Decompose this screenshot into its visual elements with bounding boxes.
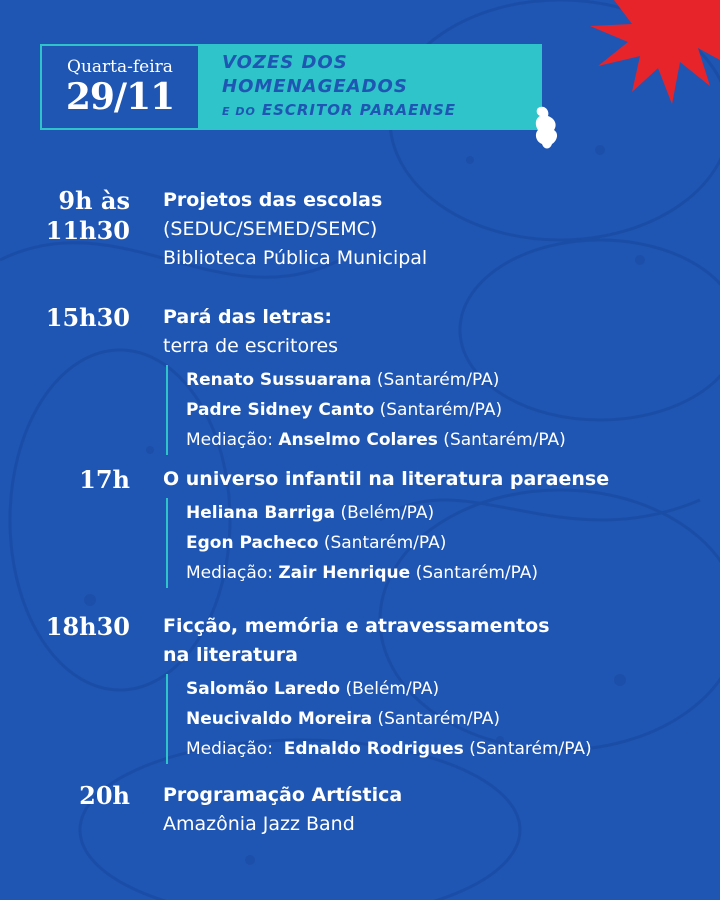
moderator: Mediação: Anselmo Colares (Santarém/PA) <box>186 430 566 450</box>
starburst-icon <box>570 0 720 110</box>
event-title-line-2: na literatura <box>163 644 298 666</box>
moderator: Mediação: Zair Henrique (Santarém/PA) <box>186 563 539 583</box>
date-box <box>42 46 198 128</box>
weekday: Quarta-feira <box>67 57 173 77</box>
event-content <box>163 781 703 839</box>
participant: Renato Sussuarana (Santarém/PA) <box>186 370 500 390</box>
event-time: 18h30 <box>45 612 130 641</box>
event-line: (SEDUC/SEMED/SEMC) <box>163 218 378 240</box>
title-line-2-text: ESCRITOR PARAENSE <box>261 101 457 119</box>
event-time <box>46 186 130 246</box>
event-title: O universo infantil na literatura paraense <box>163 468 610 490</box>
event-title: Programação Artística <box>163 784 403 806</box>
participants-list <box>166 674 703 764</box>
event-title: Pará das letras: <box>163 306 332 328</box>
event-content <box>163 186 703 273</box>
participant: Neucivaldo Moreira (Santarém/PA) <box>186 709 500 729</box>
event-time-end: 11h30 <box>45 216 130 245</box>
title-box <box>198 46 540 128</box>
event-line: Amazônia Jazz Band <box>163 813 355 835</box>
participant: Egon Pacheco (Santarém/PA) <box>186 533 447 553</box>
event-time: 15h30 <box>45 303 130 332</box>
event-title: Projetos das escolas <box>163 189 383 211</box>
event-time: 20h <box>79 781 130 810</box>
moderator: Mediação: Ednaldo Rodrigues (Santarém/PA) <box>186 739 592 759</box>
date: 29/11 <box>65 76 175 118</box>
title-connector: E DO <box>222 105 256 118</box>
title-line-1: VOZES DOS HOMENAGEADOS <box>222 52 408 97</box>
event-content <box>163 303 703 455</box>
title-line-2 <box>222 99 540 123</box>
event-time-start: 9h às <box>58 186 130 215</box>
event-venue: Biblioteca Pública Municipal <box>163 247 428 269</box>
event-content <box>163 465 703 588</box>
participant: Salomão Laredo (Belém/PA) <box>186 679 440 699</box>
participant: Padre Sidney Canto (Santarém/PA) <box>186 400 503 420</box>
map-shape-icon <box>530 104 566 152</box>
participants-list <box>166 365 703 455</box>
event-title-line-1: Ficção, memória e atravessamentos <box>163 615 550 637</box>
event-subtitle: terra de escritores <box>163 335 339 357</box>
event-content <box>163 612 703 764</box>
header-banner <box>40 44 542 130</box>
participant: Heliana Barriga (Belém/PA) <box>186 503 435 523</box>
participants-list <box>166 498 703 588</box>
event-time: 17h <box>79 465 130 494</box>
